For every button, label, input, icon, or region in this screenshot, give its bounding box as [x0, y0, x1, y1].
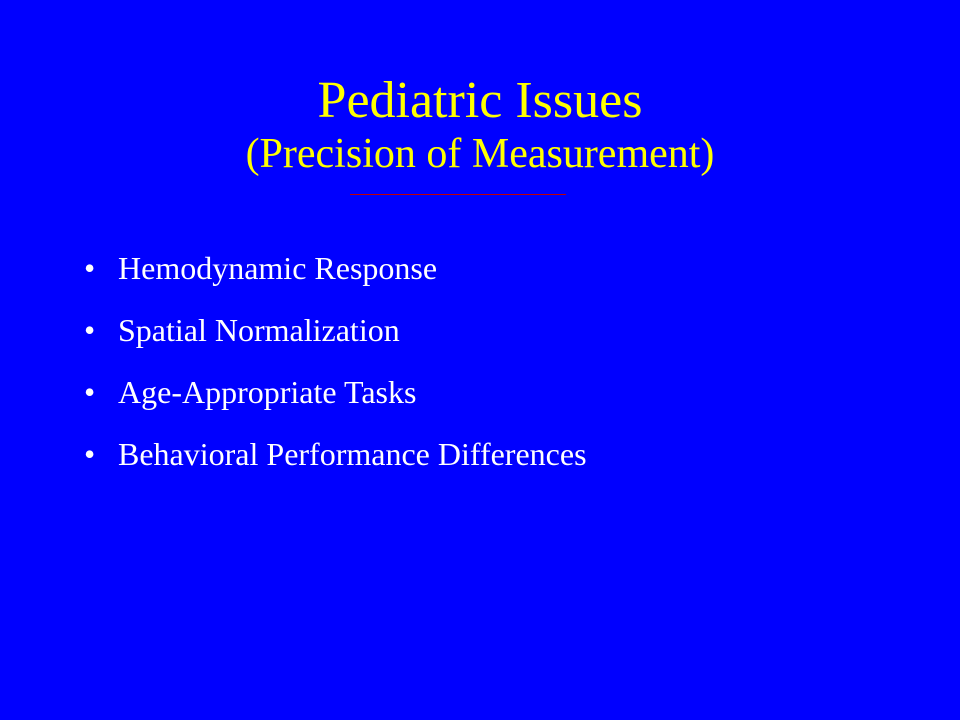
bullet-icon: •	[84, 312, 96, 348]
bullet-item	[84, 312, 587, 374]
bullet-text: Spatial Normalization	[118, 312, 400, 348]
bullet-item	[84, 436, 587, 498]
slide-title	[0, 72, 960, 177]
bullet-icon: •	[84, 374, 96, 410]
title-divider	[350, 194, 566, 195]
bullet-icon: •	[84, 436, 96, 472]
bullet-text: Hemodynamic Response	[118, 250, 438, 286]
bullet-text: Age-Appropriate Tasks	[118, 374, 417, 410]
bullet-item	[84, 374, 587, 436]
bullet-icon: •	[84, 250, 96, 286]
bullet-item	[84, 250, 587, 312]
bullet-text: Behavioral Performance Differences	[118, 436, 587, 472]
title-main: Pediatric Issues	[317, 72, 643, 129]
title-subtitle: (Precision of Measurement)	[245, 131, 715, 178]
bullet-list	[84, 250, 587, 498]
